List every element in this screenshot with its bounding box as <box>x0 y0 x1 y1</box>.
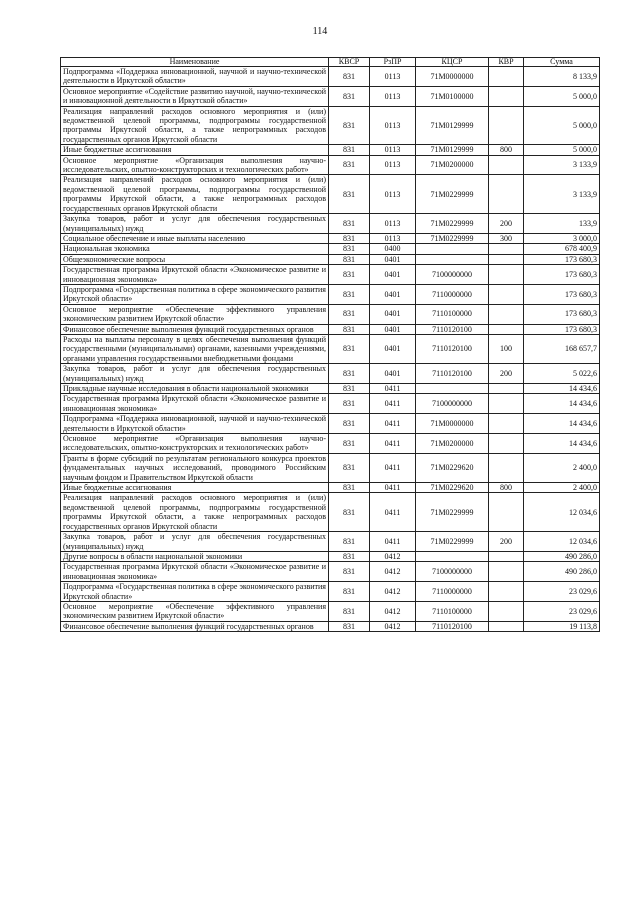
row-kcsr-cell <box>416 384 489 394</box>
row-rzpr-cell: 0401 <box>370 364 416 384</box>
row-kvr-cell <box>489 304 524 324</box>
row-kvr-cell: 200 <box>489 214 524 234</box>
row-kcsr-cell: 7110120100 <box>416 334 489 363</box>
row-kcsr-cell: 71М0200000 <box>416 155 489 175</box>
row-name-cell: Финансовое обеспечение выполнения функций государственных органов <box>61 324 329 334</box>
row-name-cell: Реализация направлений расходов основного мероприятия и (или) ведомственной целевой программы, подпрограммы государственной программы Иркутской области, а также непрограммных расходов государственных органов Иркутской области <box>61 175 329 214</box>
row-kvsr-cell: 831 <box>329 562 370 582</box>
row-name-cell: Финансовое обеспечение выполнения функций государственных органов <box>61 621 329 631</box>
row-kcsr-cell: 71М0000000 <box>416 67 489 87</box>
row-sum-cell: 133,9 <box>524 214 600 234</box>
row-name-cell: Социальное обеспечение и иные выплаты населению <box>61 233 329 243</box>
row-name-cell: Основное мероприятие «Организация выполнения научно-исследовательских, опытно-конструкторских и технологических работ» <box>61 434 329 454</box>
row-kcsr-cell: 7110120100 <box>416 621 489 631</box>
row-kvsr-cell: 831 <box>329 582 370 602</box>
row-kvsr-cell: 831 <box>329 453 370 482</box>
row-sum-cell: 23 029,6 <box>524 582 600 602</box>
row-kvr-cell <box>489 86 524 106</box>
row-kvsr-cell: 831 <box>329 434 370 454</box>
row-name-cell: Закупка товаров, работ и услуг для обеспечения государственных (муниципальных) нужд <box>61 364 329 384</box>
row-kcsr-cell: 71М0229999 <box>416 233 489 243</box>
row-kvsr-cell: 831 <box>329 175 370 214</box>
row-kvsr-cell: 831 <box>329 284 370 304</box>
row-name-cell: Подпрограмма «Поддержка инновационной, научной и научно-технической деятельности в Иркутской области» <box>61 414 329 434</box>
row-sum-cell: 173 680,3 <box>524 265 600 285</box>
row-sum-cell: 173 680,3 <box>524 254 600 264</box>
row-kvsr-cell: 831 <box>329 601 370 621</box>
row-name-cell: Государственная программа Иркутской области «Экономическое развитие и инновационная экономика» <box>61 394 329 414</box>
row-sum-cell: 3 000,0 <box>524 233 600 243</box>
row-kvsr-cell: 831 <box>329 214 370 234</box>
row-sum-cell: 14 434,6 <box>524 434 600 454</box>
row-kcsr-cell: 71М0229999 <box>416 532 489 552</box>
row-rzpr-cell: 0411 <box>370 483 416 493</box>
row-kvr-cell: 200 <box>489 364 524 384</box>
header-kvr: КВР <box>489 58 524 67</box>
row-kvr-cell <box>489 562 524 582</box>
row-sum-cell: 14 434,6 <box>524 394 600 414</box>
row-kvr-cell <box>489 493 524 532</box>
row-kcsr-cell: 7110100000 <box>416 304 489 324</box>
row-kvsr-cell: 831 <box>329 145 370 155</box>
row-kvsr-cell: 831 <box>329 334 370 363</box>
table-row <box>61 414 600 434</box>
row-kvr-cell <box>489 106 524 145</box>
row-rzpr-cell: 0401 <box>370 334 416 363</box>
row-rzpr-cell: 0113 <box>370 214 416 234</box>
row-rzpr-cell: 0412 <box>370 582 416 602</box>
row-kvsr-cell: 831 <box>329 304 370 324</box>
row-kvsr-cell: 831 <box>329 621 370 631</box>
row-rzpr-cell: 0113 <box>370 106 416 145</box>
table-row <box>61 324 600 334</box>
row-kvr-cell <box>489 384 524 394</box>
table-row <box>61 214 600 234</box>
row-name-cell: Основное мероприятие «Обеспечение эффективного управления экономическим развитием Иркутской области» <box>61 601 329 621</box>
header-name: Наименование <box>61 58 329 67</box>
row-sum-cell: 5 000,0 <box>524 106 600 145</box>
row-kvr-cell: 800 <box>489 145 524 155</box>
row-kvr-cell <box>489 414 524 434</box>
row-kvsr-cell: 831 <box>329 254 370 264</box>
header-kvsr: КВСР <box>329 58 370 67</box>
row-kcsr-cell: 7110120100 <box>416 364 489 384</box>
row-rzpr-cell: 0401 <box>370 284 416 304</box>
row-name-cell: Основное мероприятие «Организация выполнения научно-исследовательских, опытно-конструкторских и технологических работ» <box>61 155 329 175</box>
row-kvr-cell: 800 <box>489 483 524 493</box>
table-row <box>61 562 600 582</box>
table-header-row <box>61 58 600 67</box>
row-kvsr-cell: 831 <box>329 67 370 87</box>
row-name-cell: Расходы на выплаты персоналу в целях обеспечения выполнения функций государственными (муниципальными) органами, казенными учреждениями, органами управления государственными внебюджетными фондами <box>61 334 329 363</box>
row-kvr-cell <box>489 601 524 621</box>
table-row <box>61 334 600 363</box>
table-row <box>61 145 600 155</box>
row-rzpr-cell: 0412 <box>370 621 416 631</box>
row-sum-cell: 23 029,6 <box>524 601 600 621</box>
row-name-cell: Прикладные научные исследования в области национальной экономики <box>61 384 329 394</box>
table-row <box>61 582 600 602</box>
budget-table <box>60 57 600 632</box>
row-sum-cell: 490 286,0 <box>524 551 600 561</box>
header-kcsr: КЦСР <box>416 58 489 67</box>
row-kcsr-cell: 7100000000 <box>416 265 489 285</box>
row-sum-cell: 173 680,3 <box>524 284 600 304</box>
row-kcsr-cell: 7100000000 <box>416 562 489 582</box>
row-kcsr-cell <box>416 551 489 561</box>
table-row <box>61 483 600 493</box>
row-sum-cell: 2 400,0 <box>524 453 600 482</box>
row-name-cell: Закупка товаров, работ и услуг для обеспечения государственных (муниципальных) нужд <box>61 214 329 234</box>
row-rzpr-cell: 0411 <box>370 384 416 394</box>
row-kcsr-cell: 7100000000 <box>416 394 489 414</box>
row-kvsr-cell: 831 <box>329 265 370 285</box>
table-row <box>61 493 600 532</box>
row-rzpr-cell: 0113 <box>370 175 416 214</box>
row-kcsr-cell: 71М0000000 <box>416 414 489 434</box>
table-row <box>61 304 600 324</box>
row-sum-cell: 14 434,6 <box>524 414 600 434</box>
row-rzpr-cell: 0113 <box>370 145 416 155</box>
row-name-cell: Государственная программа Иркутской области «Экономическое развитие и инновационная экономика» <box>61 265 329 285</box>
row-kvr-cell: 100 <box>489 334 524 363</box>
row-kcsr-cell <box>416 244 489 254</box>
row-kvr-cell <box>489 244 524 254</box>
row-name-cell: Основное мероприятие «Обеспечение эффективного управления экономическим развитием Иркутской области» <box>61 304 329 324</box>
row-kcsr-cell: 7110000000 <box>416 582 489 602</box>
table-row <box>61 265 600 285</box>
row-kcsr-cell: 71М0200000 <box>416 434 489 454</box>
row-rzpr-cell: 0412 <box>370 551 416 561</box>
table-row <box>61 175 600 214</box>
row-kcsr-cell: 71М0229999 <box>416 175 489 214</box>
table-row <box>61 106 600 145</box>
row-kvsr-cell: 831 <box>329 493 370 532</box>
row-name-cell: Подпрограмма «Государственная политика в сфере экономического развития Иркутской области» <box>61 284 329 304</box>
header-rzpr: РзПР <box>370 58 416 67</box>
row-kvr-cell <box>489 67 524 87</box>
row-sum-cell: 5 022,6 <box>524 364 600 384</box>
row-rzpr-cell: 0411 <box>370 532 416 552</box>
table-row <box>61 384 600 394</box>
row-sum-cell: 5 000,0 <box>524 145 600 155</box>
row-kvsr-cell: 831 <box>329 551 370 561</box>
row-kcsr-cell: 7110120100 <box>416 324 489 334</box>
row-kvr-cell <box>489 394 524 414</box>
table-row <box>61 364 600 384</box>
row-kvr-cell: 200 <box>489 532 524 552</box>
row-kcsr-cell: 71М0229620 <box>416 453 489 482</box>
row-name-cell: Закупка товаров, работ и услуг для обеспечения государственных (муниципальных) нужд <box>61 532 329 552</box>
row-name-cell: Другие вопросы в области национальной экономики <box>61 551 329 561</box>
row-sum-cell: 8 133,9 <box>524 67 600 87</box>
row-name-cell: Иные бюджетные ассигнования <box>61 483 329 493</box>
row-rzpr-cell: 0411 <box>370 394 416 414</box>
row-kvr-cell <box>489 453 524 482</box>
row-sum-cell: 678 400,9 <box>524 244 600 254</box>
table-row <box>61 67 600 87</box>
row-kvr-cell <box>489 582 524 602</box>
table-row <box>61 155 600 175</box>
row-kvsr-cell: 831 <box>329 324 370 334</box>
row-kvsr-cell: 831 <box>329 532 370 552</box>
row-kcsr-cell: 71М0100000 <box>416 86 489 106</box>
row-rzpr-cell: 0411 <box>370 493 416 532</box>
table-row <box>61 86 600 106</box>
row-sum-cell: 12 034,6 <box>524 493 600 532</box>
row-kvr-cell <box>489 254 524 264</box>
table-row <box>61 453 600 482</box>
row-rzpr-cell: 0401 <box>370 265 416 285</box>
row-sum-cell: 173 680,3 <box>524 324 600 334</box>
row-name-cell: Подпрограмма «Государственная политика в сфере экономического развития Иркутской области» <box>61 582 329 602</box>
row-sum-cell: 3 133,9 <box>524 155 600 175</box>
row-kvsr-cell: 831 <box>329 483 370 493</box>
row-sum-cell: 490 286,0 <box>524 562 600 582</box>
row-name-cell: Основное мероприятие «Содействие развитию научной, научно-технической и инновационной деятельности в Иркутской области» <box>61 86 329 106</box>
row-sum-cell: 2 400,0 <box>524 483 600 493</box>
row-kvr-cell <box>489 284 524 304</box>
header-sum: Сумма <box>524 58 600 67</box>
row-name-cell: Общеэкономические вопросы <box>61 254 329 264</box>
row-kvsr-cell: 831 <box>329 244 370 254</box>
table-row <box>61 244 600 254</box>
row-kcsr-cell: 71М0129999 <box>416 145 489 155</box>
row-name-cell: Государственная программа Иркутской области «Экономическое развитие и инновационная экономика» <box>61 562 329 582</box>
row-rzpr-cell: 0401 <box>370 254 416 264</box>
row-name-cell: Национальная экономика <box>61 244 329 254</box>
row-kcsr-cell: 7110100000 <box>416 601 489 621</box>
row-rzpr-cell: 0412 <box>370 601 416 621</box>
row-name-cell: Реализация направлений расходов основного мероприятия и (или) ведомственной целевой программы, подпрограммы государственной программы Иркутской области, а также непрограммных расходов государственных органов Иркутской области <box>61 106 329 145</box>
table-row <box>61 532 600 552</box>
row-sum-cell: 14 434,6 <box>524 384 600 394</box>
row-kvsr-cell: 831 <box>329 414 370 434</box>
row-sum-cell: 12 034,6 <box>524 532 600 552</box>
row-kcsr-cell: 71М0229999 <box>416 214 489 234</box>
table-row <box>61 434 600 454</box>
row-sum-cell: 5 000,0 <box>524 86 600 106</box>
row-rzpr-cell: 0400 <box>370 244 416 254</box>
table-row <box>61 394 600 414</box>
row-kvr-cell <box>489 324 524 334</box>
row-kvsr-cell: 831 <box>329 233 370 243</box>
row-kvr-cell <box>489 434 524 454</box>
row-kcsr-cell <box>416 254 489 264</box>
table-row <box>61 254 600 264</box>
row-sum-cell: 168 657,7 <box>524 334 600 363</box>
row-rzpr-cell: 0113 <box>370 233 416 243</box>
row-rzpr-cell: 0113 <box>370 67 416 87</box>
row-rzpr-cell: 0113 <box>370 86 416 106</box>
row-kvr-cell <box>489 175 524 214</box>
table-row <box>61 233 600 243</box>
row-sum-cell: 19 113,8 <box>524 621 600 631</box>
row-sum-cell: 3 133,9 <box>524 175 600 214</box>
row-sum-cell: 173 680,3 <box>524 304 600 324</box>
row-name-cell: Иные бюджетные ассигнования <box>61 145 329 155</box>
row-name-cell: Подпрограмма «Поддержка инновационной, научной и научно-технической деятельности в Иркутской области» <box>61 67 329 87</box>
table-row <box>61 621 600 631</box>
row-rzpr-cell: 0411 <box>370 434 416 454</box>
row-kcsr-cell: 71М0129999 <box>416 106 489 145</box>
row-rzpr-cell: 0411 <box>370 414 416 434</box>
table-row <box>61 551 600 561</box>
table-row <box>61 284 600 304</box>
row-kvsr-cell: 831 <box>329 364 370 384</box>
row-kvr-cell <box>489 265 524 285</box>
row-kvr-cell <box>489 551 524 561</box>
row-name-cell: Реализация направлений расходов основного мероприятия и (или) ведомственной целевой программы, подпрограммы государственной программы Иркутской области, а также непрограммных расходов государственных органов Иркутской области <box>61 493 329 532</box>
row-kcsr-cell: 71М0229620 <box>416 483 489 493</box>
row-kcsr-cell: 71М0229999 <box>416 493 489 532</box>
row-kvsr-cell: 831 <box>329 106 370 145</box>
row-kcsr-cell: 7110000000 <box>416 284 489 304</box>
row-rzpr-cell: 0113 <box>370 155 416 175</box>
row-rzpr-cell: 0401 <box>370 304 416 324</box>
page-number: 114 <box>312 26 328 37</box>
row-name-cell: Гранты в форме субсидий по результатам регионального конкурса проектов фундаментальных научных исследований, проводимого Российским научным фондом и Правительством Иркутской области <box>61 453 329 482</box>
row-kvsr-cell: 831 <box>329 394 370 414</box>
row-rzpr-cell: 0412 <box>370 562 416 582</box>
row-kvr-cell <box>489 155 524 175</box>
row-kvr-cell: 300 <box>489 233 524 243</box>
row-kvr-cell <box>489 621 524 631</box>
table-row <box>61 601 600 621</box>
row-kvsr-cell: 831 <box>329 155 370 175</box>
row-rzpr-cell: 0411 <box>370 453 416 482</box>
row-rzpr-cell: 0401 <box>370 324 416 334</box>
row-kvsr-cell: 831 <box>329 86 370 106</box>
row-kvsr-cell: 831 <box>329 384 370 394</box>
